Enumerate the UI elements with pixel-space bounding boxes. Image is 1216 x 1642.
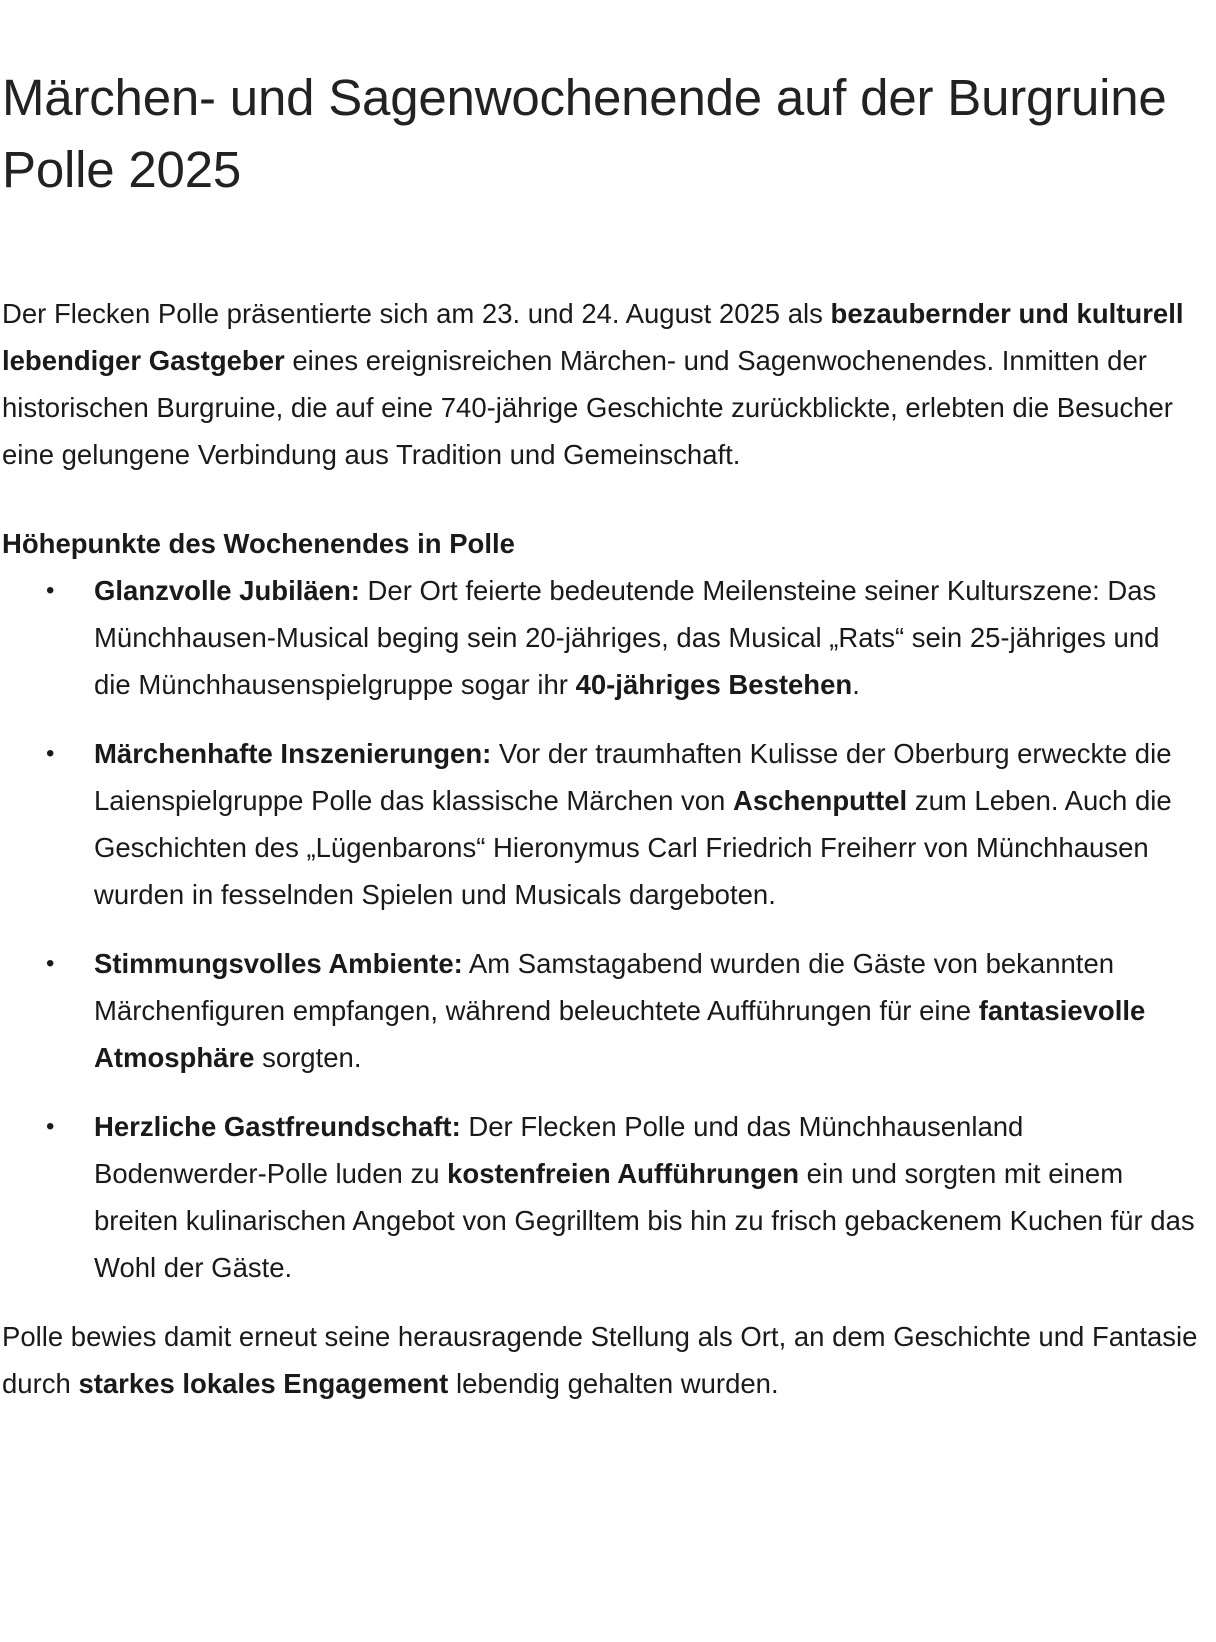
intro-bold-phrase: bezaubernder und kulturell lebendiger Gastgeber bbox=[2, 298, 1184, 376]
closing-paragraph bbox=[2, 1313, 1202, 1407]
intro-text-start: Der Flecken Polle präsentierte sich am 23. und 24. August 2025 als bbox=[2, 298, 831, 329]
highlight-item-hospitality bbox=[2, 1103, 1202, 1291]
bullet-icon: • bbox=[46, 740, 55, 767]
highlight-text-end: . bbox=[852, 669, 860, 700]
highlight-text: Der Ort feierte bedeutende Meilensteine seiner Kulturszene: Das Münchhausen-Musical beging sein 20-jähriges, das Musical „Rats“ sein 25-jähriges und die Münchhausenspielgruppe sogar ihr bbox=[94, 575, 1160, 700]
highlight-item-stagings bbox=[2, 730, 1202, 918]
highlight-text-end: ein und sorgten mit einem breiten kulinarischen Angebot von Gegrilltem bis hin zu frisch gebackenem Kuchen für das Wohl der Gäste. bbox=[94, 1158, 1195, 1283]
highlight-text-end: sorgten. bbox=[254, 1042, 362, 1073]
highlight-bold-phrase: Aschenputtel bbox=[733, 785, 908, 816]
bullet-icon: • bbox=[46, 1113, 55, 1140]
highlights-list bbox=[2, 567, 1202, 1291]
bullet-icon: • bbox=[46, 577, 55, 604]
highlight-text: Am Samstagabend wurden die Gäste von bekannten Märchenfiguren empfangen, während beleuchtete Aufführungen für eine bbox=[94, 948, 1115, 1026]
bullet-icon: • bbox=[46, 950, 55, 977]
intro-text-end: eines ereignisreichen Märchen- und Sagenwochenendes. Inmitten der historischen Burgruine, die auf eine 740-jährige Geschichte zurückblickte, erlebten die Besucher eine gelungene Verbindung aus Tradition und Gemeinschaft. bbox=[2, 345, 1173, 470]
highlight-label: Herzliche Gastfreundschaft: bbox=[94, 1111, 461, 1142]
highlight-text: Der Flecken Polle und das Münchhausenland Bodenwerder-Polle luden zu bbox=[94, 1111, 1024, 1189]
highlights-heading: Höhepunkte des Wochenendes in Polle bbox=[2, 528, 515, 559]
highlight-item-jubilees bbox=[2, 567, 1202, 708]
highlight-text-end: zum Leben. Auch die Geschichten des „Lügenbarons“ Hieronymus Carl Friedrich Freiherr von Münchhausen wurden in fesselnden Spielen und Musicals dargeboten. bbox=[94, 785, 1172, 910]
highlight-bold-phrase: fantasievolle Atmosphäre bbox=[94, 995, 1146, 1073]
highlight-label: Stimmungsvolles Ambiente: bbox=[94, 948, 463, 979]
highlight-bold-phrase: kostenfreien Aufführungen bbox=[447, 1158, 800, 1189]
intro-paragraph bbox=[2, 290, 1202, 478]
highlight-text: Vor der traumhaften Kulisse der Oberburg erweckte die Laienspielgruppe Polle das klassische Märchen von bbox=[94, 738, 1172, 816]
highlight-label: Märchenhafte Inszenierungen: bbox=[94, 738, 492, 769]
closing-text-end: lebendig gehalten wurden. bbox=[448, 1368, 779, 1399]
document-page bbox=[2, 62, 1202, 1407]
closing-bold-phrase: starkes lokales Engagement bbox=[78, 1368, 449, 1399]
document-title: Märchen- und Sagenwochenende auf der Burgruine Polle 2025 bbox=[2, 69, 1167, 198]
closing-text-start: Polle bewies damit erneut seine herausragende Stellung als Ort, an dem Geschichte und Fantasie durch bbox=[2, 1321, 1198, 1399]
highlight-item-ambience bbox=[2, 940, 1202, 1081]
highlight-label: Glanzvolle Jubiläen: bbox=[94, 575, 360, 606]
highlight-bold-phrase: 40-jähriges Bestehen bbox=[575, 669, 853, 700]
